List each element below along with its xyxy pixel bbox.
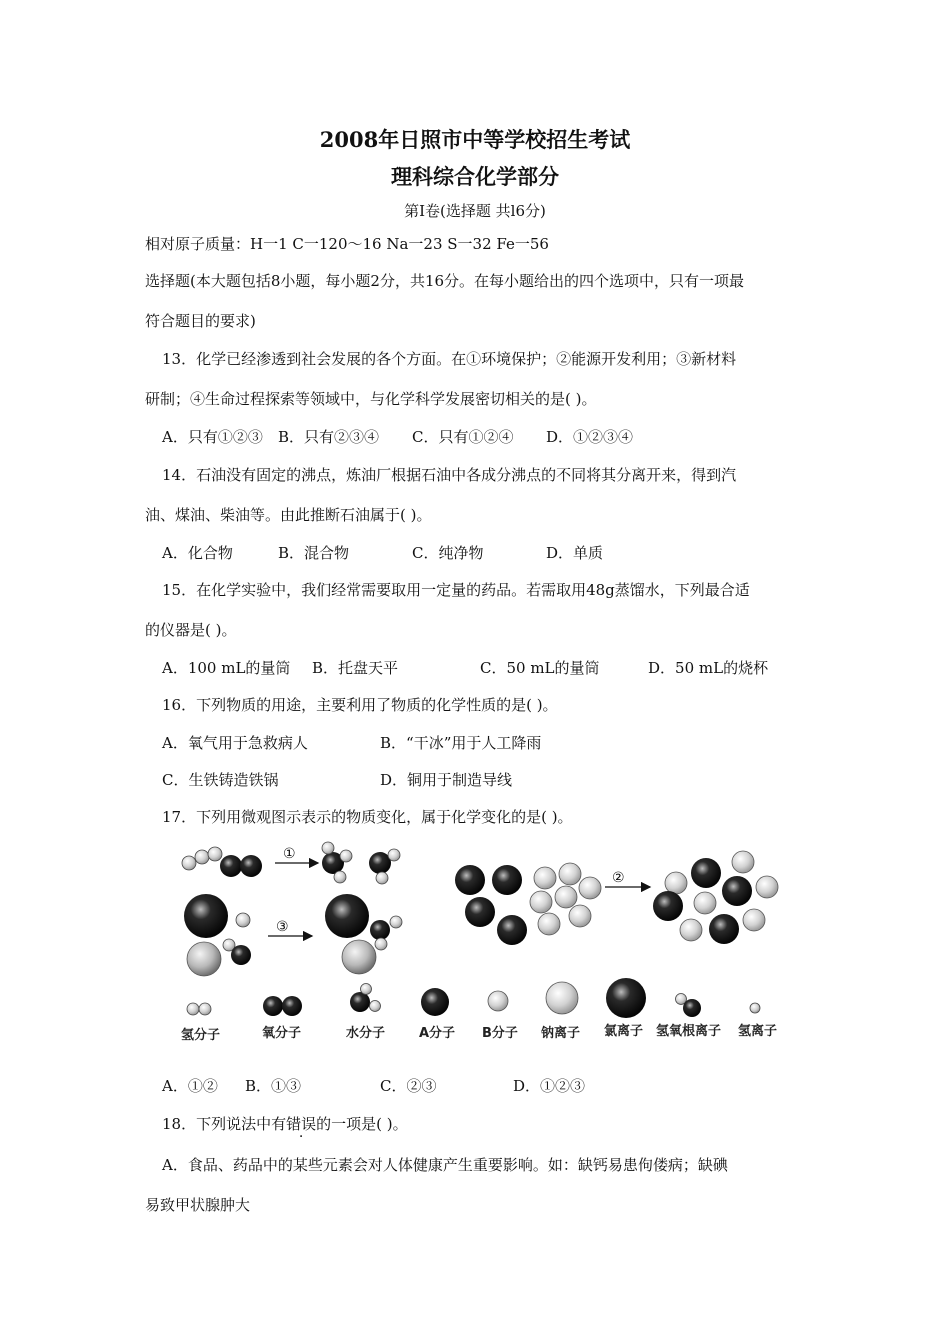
legend-oxygen-molecule: 氧分子 xyxy=(262,1026,302,1041)
q15-stem-line2: 的仪器是( )。 xyxy=(145,621,237,639)
legend-hydrogen-molecule: 氢分子 xyxy=(181,1028,221,1043)
q18-stem xyxy=(162,1114,408,1134)
q17-option-c: C．②③ xyxy=(380,1077,437,1095)
q13-stem-line2: 研制；④生命过程探索等领域中，与化学科学发展密切相关的是( )。 xyxy=(145,390,597,408)
q14-option-b: B．混合物 xyxy=(278,544,350,562)
legend-icons xyxy=(187,978,760,1018)
reaction3-products xyxy=(325,894,402,974)
reaction3-reactants xyxy=(184,894,251,976)
atomic-masses: 相对原子质量：H一1 C一120～16 Na一23 S一32 Fe一56 xyxy=(145,235,549,253)
q15-option-b: B．托盘天平 xyxy=(312,659,399,677)
exam-title: 2008年日照市中等学校招生考试 xyxy=(319,127,631,152)
exam-subtitle: 理科综合化学部分 xyxy=(391,164,559,189)
legend-hydroxide-ion: 氢氧根离子 xyxy=(656,1024,722,1039)
q14-stem-line2: 油、煤油、柴油等。由此推断石油属于( )。 xyxy=(145,506,432,524)
q14-option-a: A．化合物 xyxy=(162,544,233,562)
q15-option-c: C．50 mL的量筒 xyxy=(480,659,600,677)
reaction2-products xyxy=(653,851,778,944)
legend-b-molecule: B分子 xyxy=(482,1026,518,1041)
section-heading: 第Ⅰ卷(选择题 共l6分) xyxy=(404,202,546,220)
reaction3-label: ③ xyxy=(276,919,289,935)
reaction1-label: ① xyxy=(283,846,296,862)
q18-option-a-line2: 易致甲状腺肿大 xyxy=(145,1196,251,1214)
legend-a-molecule: A分子 xyxy=(419,1026,456,1041)
q14-option-c: C．纯净物 xyxy=(412,544,484,562)
q15-stem-line1: 15．在化学实验中，我们经常需要取用一定量的药品。若需取用48g蒸馏水，下列最合适 xyxy=(162,581,750,599)
q14-stem-line1: 14．石油没有固定的沸点，炼油厂根据石油中各成分沸点的不同将其分离开来，得到汽 xyxy=(162,466,737,484)
q13-option-a: A．只有①②③ xyxy=(162,428,263,446)
instructions-line2: 符合题目的要求) xyxy=(145,312,256,330)
legend-hydrogen-ion: 氢离子 xyxy=(738,1024,778,1039)
legend-chloride-ion: 氯离子 xyxy=(604,1024,644,1039)
reaction1-products xyxy=(322,842,400,884)
instructions-line1: 选择题(本大题包括8小题，每小题2分，共16分。在每小题给出的四个选项中，只有一项最 xyxy=(145,272,745,290)
q13-option-b: B．只有②③④ xyxy=(278,428,380,446)
q17-stem: 17．下列用微观图示表示的物质变化，属于化学变化的是( )。 xyxy=(162,808,573,826)
legend-water-molecule: 水分子 xyxy=(346,1026,386,1041)
q16-option-b: B．“干冰”用于人工降雨 xyxy=(380,734,542,752)
q17-option-a: A．①② xyxy=(162,1077,218,1095)
reaction2-label: ② xyxy=(612,870,625,886)
reaction1-reactants xyxy=(182,847,262,877)
q15-option-a: A．100 mL的量筒 xyxy=(162,659,291,677)
q14-option-d: D．单质 xyxy=(546,544,604,562)
q18-option-a-line1: A．食品、药品中的某些元素会对人体健康产生重要影响。如：缺钙易患佝偻病；缺碘 xyxy=(162,1156,728,1174)
q16-option-a: A．氧气用于急救病人 xyxy=(162,734,308,752)
q16-option-c: C．生铁铸造铁锅 xyxy=(162,771,279,789)
q13-stem-line1: 13．化学已经渗透到社会发展的各个方面。在①环境保护；②能源开发利用；③新材料 xyxy=(162,350,737,368)
reaction2-reactants xyxy=(455,863,601,945)
q18-stem-post: 的一项是( )。 xyxy=(316,1115,408,1133)
q16-stem: 16．下列物质的用途，主要利用了物质的化学性质的是( )。 xyxy=(162,696,558,714)
legend-sodium-ion: 钠离子 xyxy=(541,1026,581,1041)
q18-stem-pre: 18．下列说法中有 xyxy=(162,1115,287,1133)
q16-option-d: D．铜用于制造导线 xyxy=(380,771,513,789)
q18-stem-emphasis: 错误 xyxy=(286,1115,317,1133)
q17-option-d: D．①②③ xyxy=(513,1077,586,1095)
q13-option-c: C．只有①②④ xyxy=(412,428,514,446)
q17-option-b: B．①③ xyxy=(245,1077,302,1095)
q13-option-d: D．①②③④ xyxy=(546,428,634,446)
q15-option-d: D．50 mL的烧杯 xyxy=(648,659,769,677)
